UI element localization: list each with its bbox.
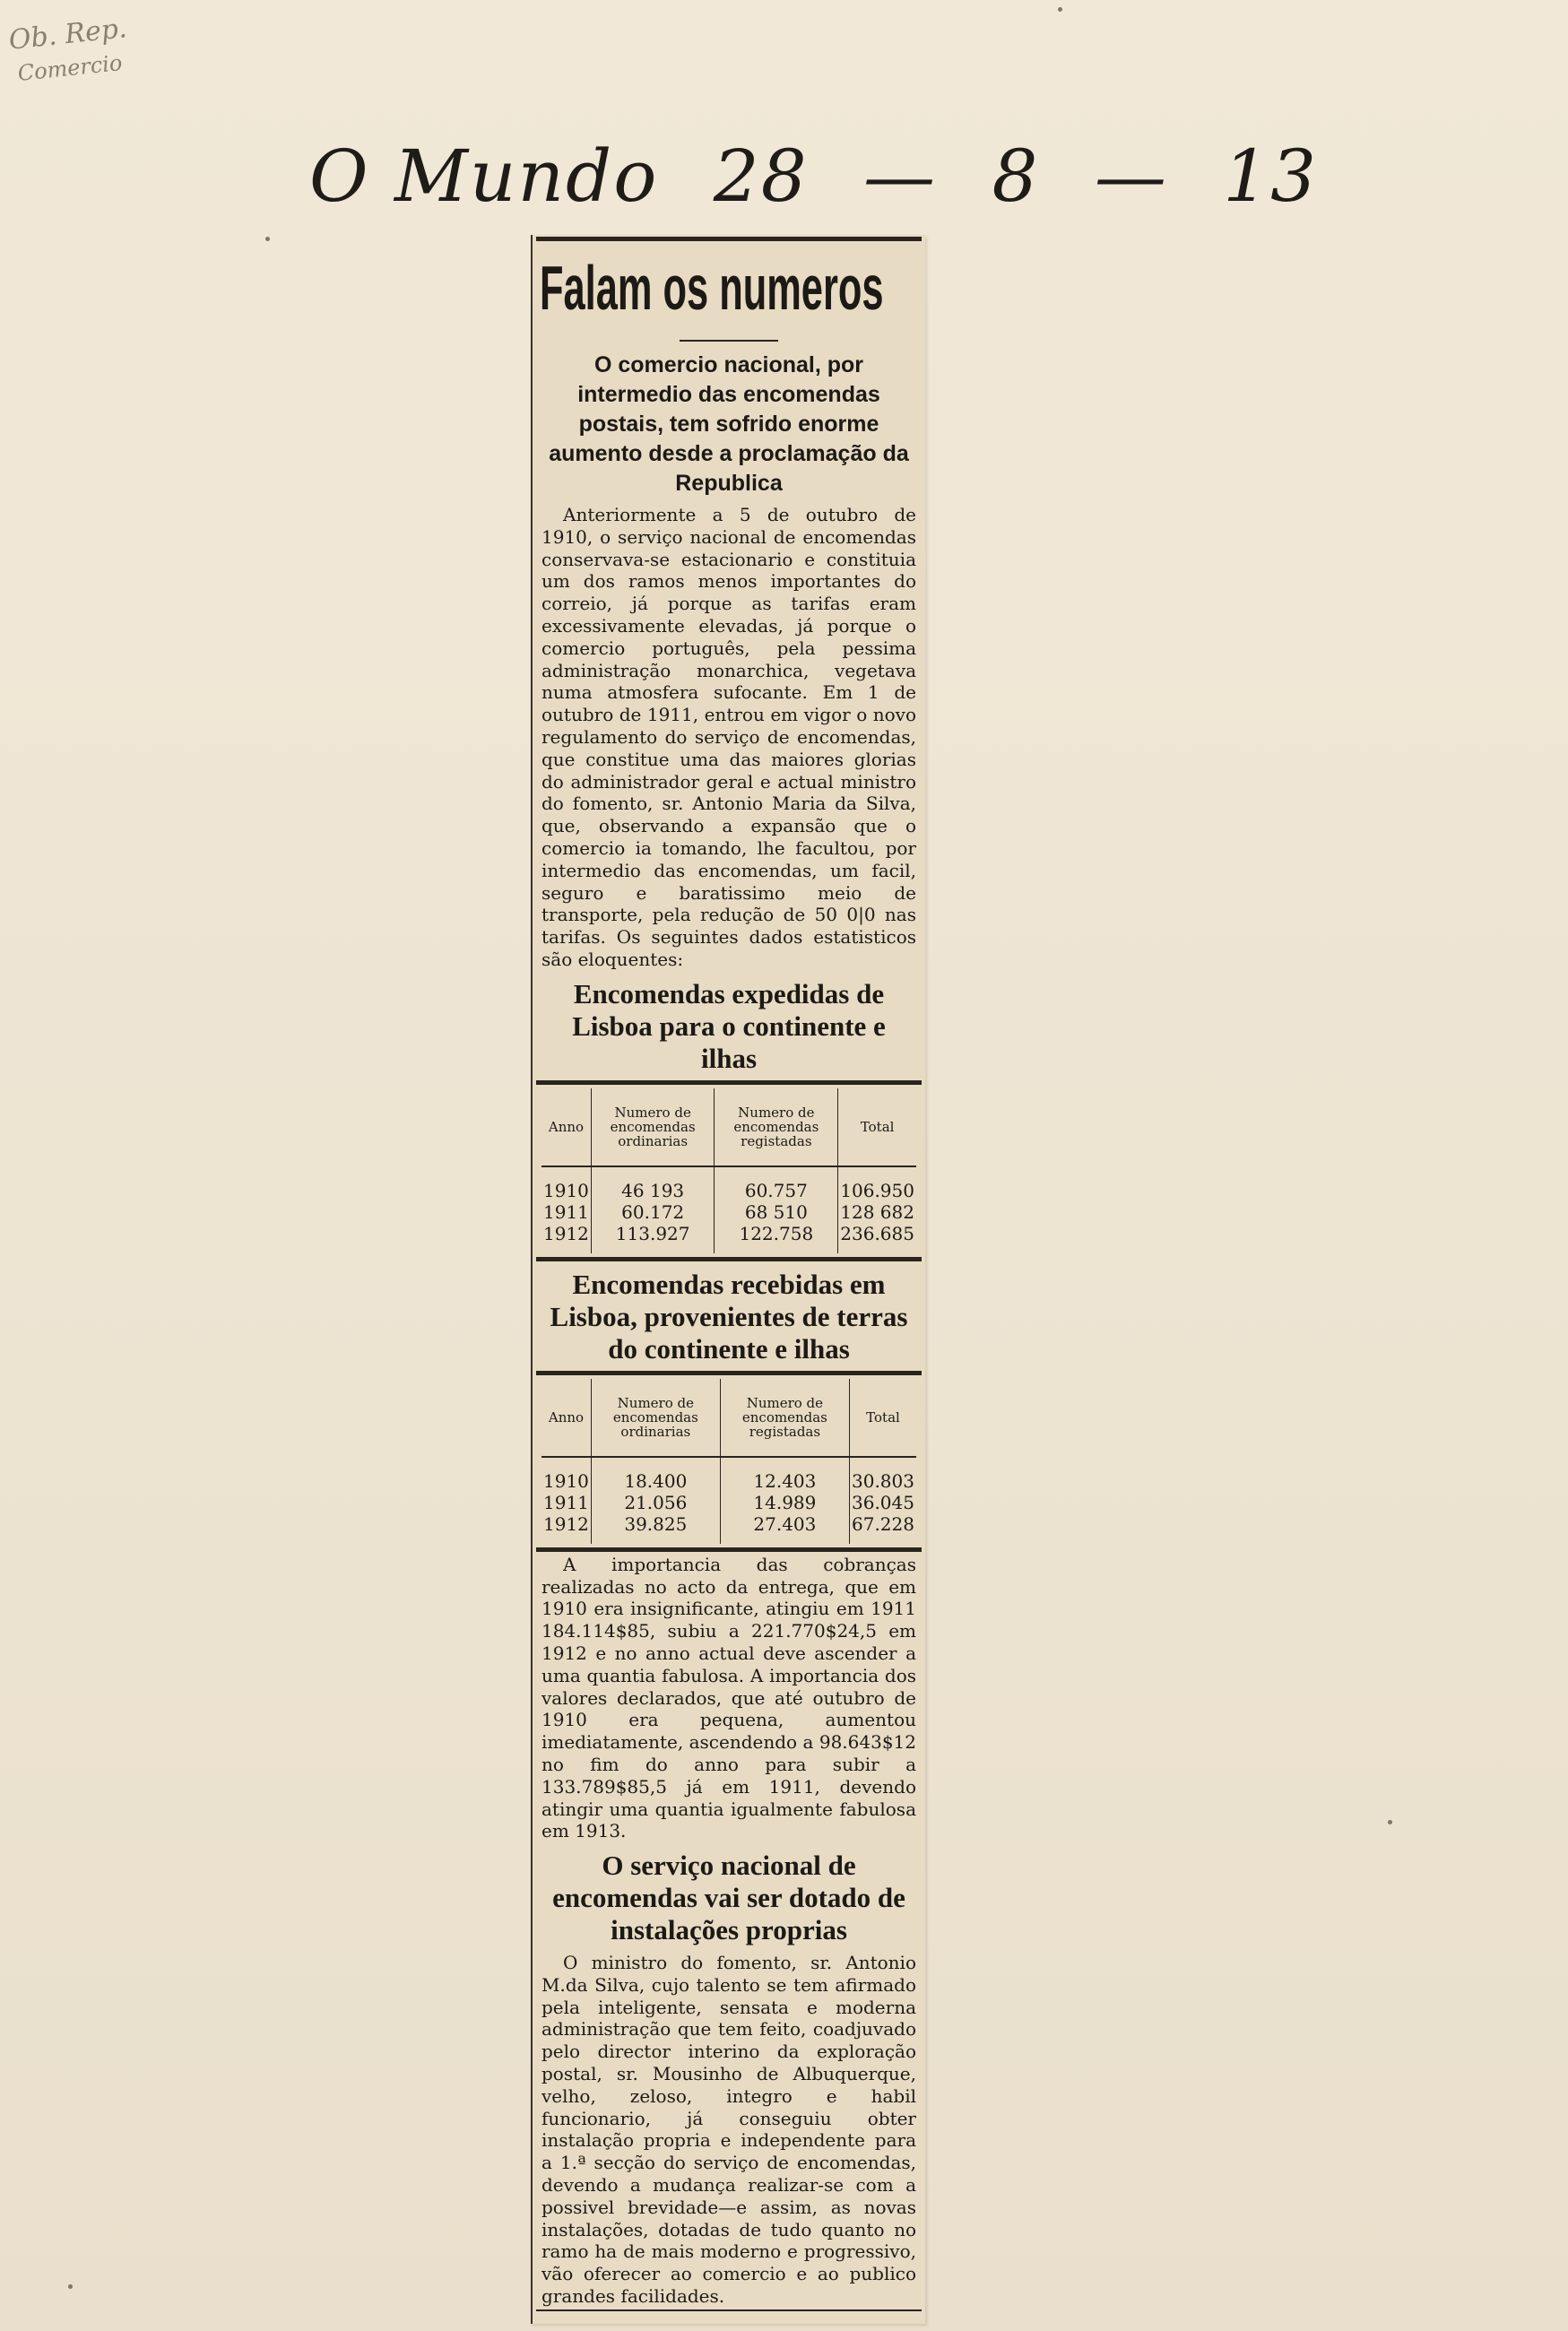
table-year-column: 1910 1911 1912 [543,1179,589,1244]
handwritten-separator: — [863,134,938,218]
article-subheadline: O comercio nacional, por intermedio das encomendas postais, tem sofrido enorme aumento desde a proclamação da Republica [549,352,909,496]
paper-speck [265,237,270,241]
table-total-column: 106.950 128 682 236.685 [838,1166,916,1253]
handwritten-year: 13 [1223,134,1319,218]
article-paragraph-cobrancas: A importancia das cobranças realizadas no acto da entrega, que em 1910 era insignificante, atingiu em 1911 184.114$85, subiu a 221.770$24,5 em 1912 e no anno actual deve ascender a uma quantia fabulosa. A importancia dos valores declarados, que até outubro de 1910 era pequena, aumentou imediatamente, ascendendo a 98.643$12 no fim do anno para subir a 133.789$85,5 já em 1911, devendo atingir uma quantia igualmente fabulosa em 1913. [541,1553,916,1842]
table1-title: Encomendas expedidas de Lisboa para o continente e ilhas [572,977,886,1074]
article-intro-paragraph: Anteriormente a 5 de outubro de 1910, o serviço nacional de encomendas conservava-se estacionario e constituia um dos ramos menos importantes do correio, já porque as tarifas eram excessivamente elevadas, já porque o comercio português, pela pessima administração monarchica, vegetava numa atmosfera sufocante. Em 1 de outubro de 1911, entrou em vigor o novo regulamento do serviço de encomendas, que constitue uma das maiores glorias do administrador geral e actual ministro do fomento, sr. Antonio Maria da Silva, que, observando a expansão que o comercio ia tomando, lhe facultou, por intermedio das encomendas, um facil, seguro e baratissimo meio de transporte, pela redução de 50 0|0 nas tarifas. Os seguintes dados estatisticos são eloquentes: [541,504,916,970]
bottom-rule [536,2309,922,2311]
table-header-cell: Numero de encomendas ordinarias [591,1379,720,1457]
paper-speck [1058,7,1062,12]
table-header-cell: Numero de encomendas ordinarias [591,1088,715,1166]
table-recebidas [541,1379,916,1544]
table-registadas-column: 12.403 14.989 27.403 [720,1457,849,1544]
handwritten-newspaper-name: O Mundo [309,134,659,218]
table-header-cell: Numero de encomendas registadas [715,1088,838,1166]
table-header-cell: Numero de encomendas registadas [720,1379,849,1457]
table-header-cell: Anno [541,1379,591,1457]
handwritten-source-date [309,134,1348,218]
handwritten-month: 8 [992,134,1040,218]
article-headline: Falam os numeros [540,253,884,323]
table-ordinarias-column: 18.400 21.056 39.825 [591,1457,720,1544]
handwritten-day: 28 [713,134,809,218]
table-ordinarias-column: 46 193 60.172 113.927 [591,1166,715,1253]
table-year-column: 1910 1911 1912 [543,1469,589,1535]
table-expedidas [541,1088,916,1253]
pencil-annotation [7,11,132,88]
table-total-column: 30.803 36.045 67.228 [850,1457,917,1544]
pencil-annotation-line2: Comercio [16,49,124,86]
table-rule [536,1080,922,1085]
divider [680,340,778,342]
table-rule [536,1257,922,1261]
handwritten-separator: — [1094,134,1168,218]
section-title-instalacoes: O serviço nacional de encomendas vai ser dotado de instalações proprias [552,1850,905,1946]
table-registadas-column: 60.757 68 510 122.758 [715,1166,838,1253]
table2-title: Encomendas recebidas em Lisboa, provenientes de terras do continente e ilhas [550,1268,908,1365]
table-rule [536,1547,922,1552]
paper-speck [1388,1820,1392,1824]
article-paragraph-ministro: O ministro do fomento, sr. Antonio M.da Silva, cujo talento se tem afirmado pela inteligente, sensata e moderna administração que tem feito, coadjuvado pelo director interino da exploração postal, sr. Mousinho de Albuquerque, velho, zeloso, integro e habil funcionario, já conseguiu obter instalação propria e independente para a 1.ª secção do serviço de encomendas, devendo a mudança realizar-se com a possivel brevidade—e assim, as novas instalações, dotadas de tudo quanto no ramo ha de mais moderno e progressivo, vão oferecer ao comercio e ao publico grandes facilidades. [541,1952,916,2308]
paper-speck [68,2284,73,2289]
top-rule [536,237,922,241]
table-rule [536,1371,922,1375]
table-header-cell: Total [850,1379,917,1457]
table-header-cell: Total [838,1088,916,1166]
pencil-annotation-line1: Ob. Rep. [7,13,129,56]
newspaper-clipping [531,235,925,2324]
table-header-cell: Anno [541,1088,591,1166]
